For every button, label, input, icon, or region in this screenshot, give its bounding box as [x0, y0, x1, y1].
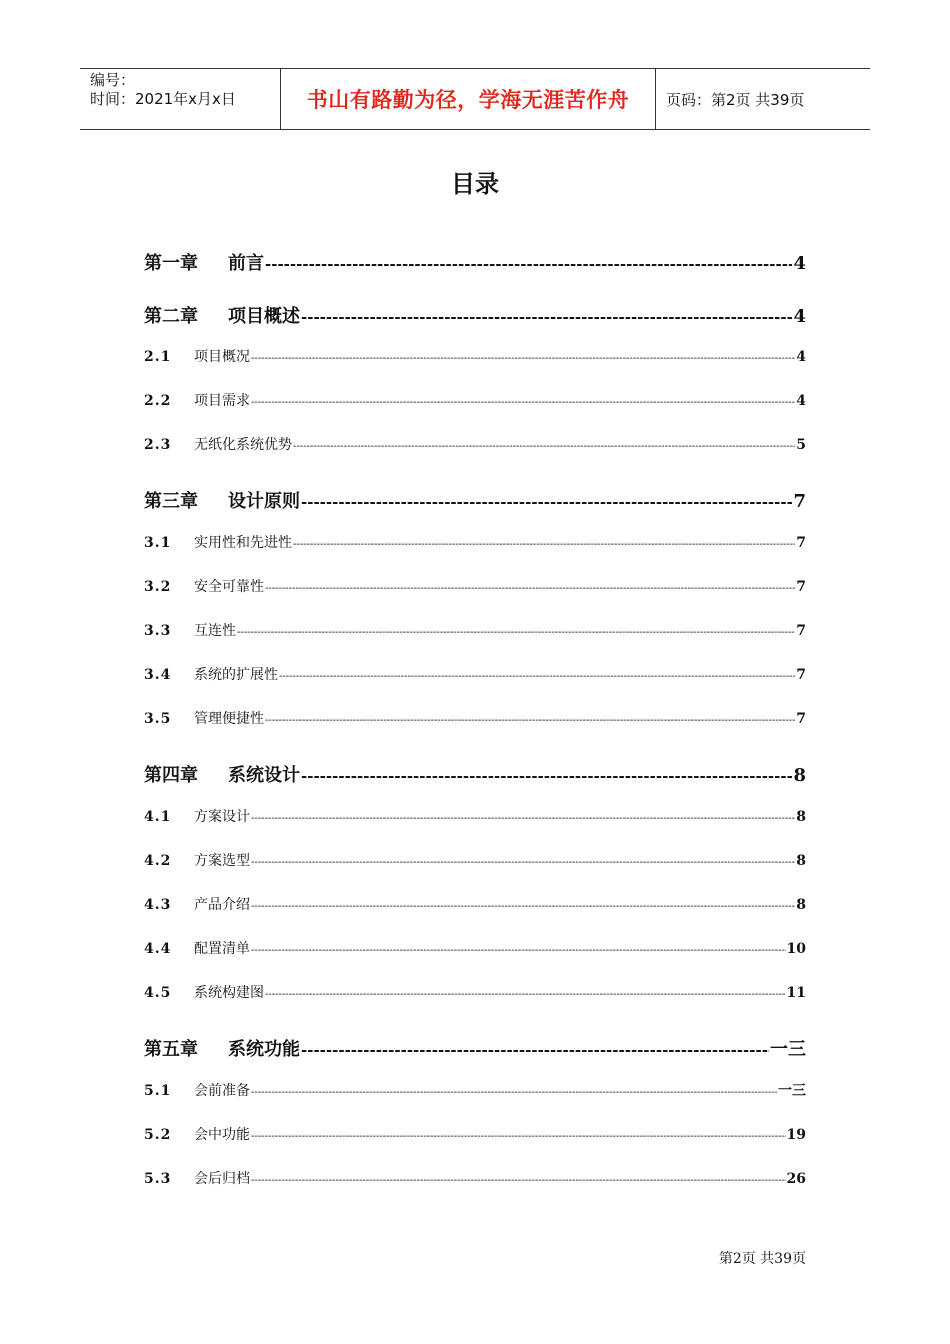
toc-title: 目录 — [451, 169, 499, 198]
toc-entry-label: 设计原则 — [228, 491, 300, 512]
toc-entry[interactable] — [144, 761, 806, 787]
toc-entry-number: 5.2 — [144, 1127, 172, 1143]
toc-leader-dashes — [293, 441, 795, 452]
toc-entry-number: 4.2 — [144, 853, 172, 869]
toc-entry-number: 4.4 — [144, 941, 172, 957]
toc-entry[interactable] — [144, 302, 806, 328]
toc-entry-number: 第五章 — [144, 1039, 198, 1060]
toc-leader-dashes — [293, 539, 795, 550]
toc-leader-dashes — [265, 715, 795, 726]
toc-entry-page: 7 — [793, 491, 806, 512]
toc-entry[interactable] — [144, 664, 806, 684]
toc-entry-page: 10 — [786, 941, 806, 957]
toc-entry[interactable] — [144, 1168, 806, 1188]
toc-leader-dashes — [265, 255, 792, 273]
toc-entry-page: 11 — [786, 985, 806, 1001]
code-label: 编号： — [90, 71, 136, 89]
toc-entry-number: 2.1 — [144, 349, 172, 365]
toc-entry-number: 3.4 — [144, 667, 172, 683]
toc-entry[interactable] — [144, 982, 806, 1002]
toc-entry-label: 系统设计 — [228, 765, 300, 786]
toc-leader-dashes — [251, 1087, 777, 1098]
toc-entry-number: 3.1 — [144, 535, 172, 551]
toc-leader-dashes — [265, 989, 786, 1000]
toc-entry[interactable] — [144, 249, 806, 275]
toc-entry-label: 管理便捷性 — [194, 711, 264, 727]
toc-entry-page: 8 — [796, 809, 806, 825]
toc-entry-number: 2.2 — [144, 393, 172, 409]
toc-entry-label: 项目概述 — [228, 306, 300, 327]
toc-entry-number: 4.5 — [144, 985, 172, 1001]
toc-entry-number: 第一章 — [144, 253, 198, 274]
toc-entry-page: 7 — [796, 711, 806, 727]
toc-entry-page: 7 — [796, 579, 806, 595]
toc-entry[interactable] — [144, 532, 806, 552]
toc-entry-page: 4 — [796, 349, 806, 365]
header-motto: 书山有路勤为径，学海无涯苦作舟 — [281, 69, 656, 129]
toc-entry-number: 4.1 — [144, 809, 172, 825]
toc-entry-number: 第三章 — [144, 491, 198, 512]
toc-entry-page: 26 — [786, 1171, 806, 1187]
toc-entry-label: 产品介绍 — [194, 897, 250, 913]
toc-entry[interactable] — [144, 894, 806, 914]
toc-entry-label: 会中功能 — [194, 1127, 250, 1143]
toc-entry-label: 系统构建图 — [194, 985, 264, 1001]
toc-leader-dashes — [301, 1041, 769, 1059]
toc-entry-label: 配置清单 — [194, 941, 250, 957]
toc-entry-number: 第四章 — [144, 765, 198, 786]
toc-entry-number: 5.3 — [144, 1171, 172, 1187]
toc-leader-dashes — [279, 671, 795, 682]
toc-entry-number: 5.1 — [144, 1083, 172, 1099]
toc-entry[interactable] — [144, 620, 806, 640]
toc-entry[interactable] — [144, 487, 806, 513]
page-header — [80, 68, 870, 130]
toc-leader-dashes — [251, 813, 795, 824]
toc-entry-number: 4.3 — [144, 897, 172, 913]
toc-entry-label: 系统功能 — [228, 1039, 300, 1060]
header-meta — [80, 69, 281, 129]
toc-entry[interactable] — [144, 806, 806, 826]
toc-entry-page: 4 — [793, 253, 806, 274]
page-footer: 第2页 共39页 — [718, 1251, 806, 1267]
toc-entry[interactable] — [144, 708, 806, 728]
toc-entry-page: 19 — [786, 1127, 806, 1143]
toc-entry-page: 8 — [796, 897, 806, 913]
toc-entry[interactable] — [144, 1035, 806, 1061]
toc-entry[interactable] — [144, 1080, 806, 1100]
toc-entry[interactable] — [144, 576, 806, 596]
toc-entry-page: 8 — [796, 853, 806, 869]
toc-entry-label: 安全可靠性 — [194, 579, 264, 595]
toc-leader-dashes — [251, 1131, 786, 1142]
toc-entry[interactable] — [144, 938, 806, 958]
toc-entry-page: 一三 — [778, 1083, 806, 1099]
toc-entry-label: 方案设计 — [194, 809, 250, 825]
toc-leader-dashes — [237, 627, 795, 638]
toc-entry-number: 第二章 — [144, 306, 198, 327]
toc-entry-page: 7 — [796, 535, 806, 551]
toc-entry-page: 7 — [796, 623, 806, 639]
toc-entry-number: 2.3 — [144, 437, 172, 453]
toc-entry-page: 5 — [796, 437, 806, 453]
toc-leader-dashes — [301, 308, 792, 326]
toc-entry-number: 3.2 — [144, 579, 172, 595]
toc-leader-dashes — [301, 767, 792, 785]
toc-leader-dashes — [251, 945, 786, 956]
toc-entry-label: 系统的扩展性 — [194, 667, 278, 683]
toc-entry-label: 实用性和先进性 — [194, 535, 292, 551]
toc-entry-number: 3.5 — [144, 711, 172, 727]
toc-entry-page: 8 — [793, 765, 806, 786]
toc-entry-page: 7 — [796, 667, 806, 683]
toc-entry-label: 互连性 — [194, 623, 236, 639]
toc-entry[interactable] — [144, 346, 806, 366]
toc-entry-page: 4 — [796, 393, 806, 409]
header-page-info: 页码：第2页 共39页 — [666, 90, 805, 109]
toc-leader-dashes — [251, 1175, 786, 1186]
toc-leader-dashes — [301, 493, 792, 511]
toc-entry-label: 会后归档 — [194, 1171, 250, 1187]
toc-entry[interactable] — [144, 390, 806, 410]
toc-entry-page: 4 — [793, 306, 806, 327]
toc-entry[interactable] — [144, 850, 806, 870]
toc-entry-page: 一三 — [770, 1039, 806, 1060]
toc-entry-label: 项目概况 — [194, 349, 250, 365]
toc-leader-dashes — [251, 857, 795, 868]
toc-entry-label: 方案选型 — [194, 853, 250, 869]
toc-leader-dashes — [251, 353, 795, 364]
toc-entry-label: 项目需求 — [194, 393, 250, 409]
toc-entry-label: 无纸化系统优势 — [194, 437, 292, 453]
toc-leader-dashes — [251, 901, 795, 912]
toc-entry-label: 会前准备 — [194, 1083, 250, 1099]
toc-entry-number: 3.3 — [144, 623, 172, 639]
toc-entry[interactable] — [144, 1124, 806, 1144]
toc-leader-dashes — [251, 397, 795, 408]
time-label: 时间：2021年x月x日 — [90, 90, 236, 108]
toc-entry-label: 前言 — [228, 253, 264, 274]
toc-entry[interactable] — [144, 434, 806, 454]
toc-leader-dashes — [265, 583, 795, 594]
